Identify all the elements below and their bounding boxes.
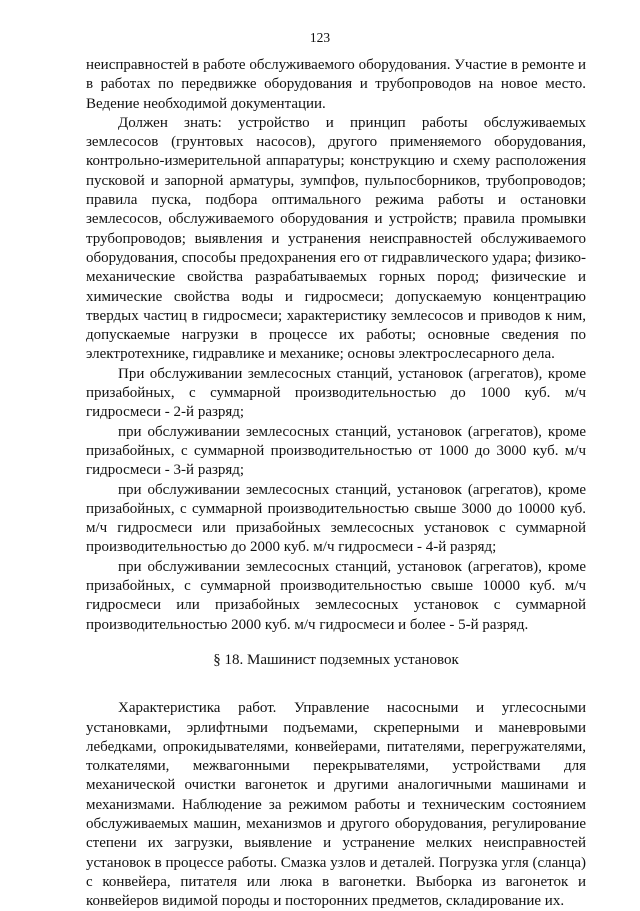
paragraph-grade-5: при обслуживании землесосных станций, установок (агрегатов), кроме призабойных, с суммарной производительностью свыше 10000 куб. м/ч гидросмеси или призабойных землесосных установок с суммарной производительностью 2000 куб. м/ч гидросмеси и более - 5-й разряд.: [86, 558, 586, 633]
paragraph-must-know: Должен знать: устройство и принцип работы обслуживаемых землесосов (грунтовых насосов), другого применяемого оборудования, контрольно-измерительной аппаратуры; конструкцию и схему расположения пусковой и запорной арматуры, зумпфов, пульпосборников, трубопроводов; правила пуска, подбора оптимального режима работы и остановки землесосов, обслуживаемого оборудования и устройств; правила промывки трубопроводов; выявления и устранения неисправностей обслуживаемого оборудования, способы предохранения его от гидравлического удара; физико-механические свойства разрабатываемых горных пород; физические и химические свойства воды и гидросмеси; допускаемую концентрацию твердых частиц в гидросмеси; характеристику землесосов и приводов к ним, допускаемые нагрузки в процессе их работы; основные сведения по электротехнике, гидравлике и механике; основы электрослесарного дела.: [86, 114, 586, 363]
section-title: § 18. Машинист подземных установок: [213, 651, 459, 668]
paragraph-grade-2: При обслуживании землесосных станций, установок (агрегатов), кроме призабойных, с суммарной производительностью до 1000 куб. м/ч гидросмеси - 2-й разряд;: [86, 365, 586, 421]
paragraph-work-characteristics: Характеристика работ. Управление насосными и углесосными установками, эрлифтными подъемами, скреперными и маневровыми лебедками, опрокидывателями, конвейерами, питателями, перегружателями, толкателями, межвагонными перекрывателями, устройствами для механической очистки вагонеток и другими аналогичными машинами и механизмами. Наблюдение за режимом работы и техническим состоянием обслуживаемых машин, механизмов и другого оборудования, регулирование степени их загрузки, выявление и устранение мелких неисправностей установок в процессе работы. Смазка узлов и деталей. Погрузка угля (сланца) с конвейера, питателя или люка в вагонетки. Выборка из вагонеток и конвейеров видимой породы и посторонних предметов, складирование их.: [86, 700, 586, 910]
paragraph-grade-4: при обслуживании землесосных станций, установок (агрегатов), кроме призабойных, с суммарной производительностью свыше 3000 до 10000 куб. м/ч гидросмеси или призабойных землесосных установок с суммарной производительностью до 2000 куб. м/ч гидросмеси - 4-й разряд;: [86, 481, 586, 556]
paragraph-continuation: неисправностей в работе обслуживаемого оборудования. Участие в ремонте и в работах по передвижке оборудования и трубопроводов на новое место. Ведение необходимой документации.: [86, 57, 586, 112]
page-number: 123: [309, 30, 331, 45]
document-body: [86, 56, 586, 911]
paragraph-grade-3: при обслуживании землесосных станций, установок (агрегатов), кроме призабойных, с суммарной производительностью от 1000 до 3000 куб. м/ч гидросмеси - 3-й разряд;: [86, 423, 586, 479]
